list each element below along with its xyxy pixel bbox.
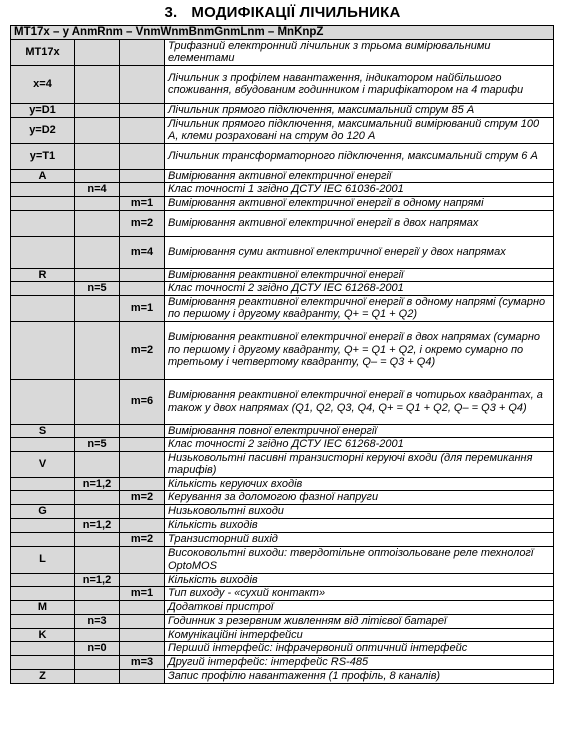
empty-cell xyxy=(75,670,120,684)
table-row xyxy=(11,143,554,169)
empty-cell xyxy=(120,65,165,103)
empty-cell xyxy=(11,196,75,210)
table-row xyxy=(11,210,554,236)
modification-description: Вимірювання активної електричної енергії в одному напрямі xyxy=(165,196,554,210)
table-row xyxy=(11,656,554,670)
modification-code: m=2 xyxy=(120,491,165,505)
table-row xyxy=(11,196,554,210)
table-row xyxy=(11,491,554,505)
table-row xyxy=(11,670,554,684)
modification-description: Лічильник трансформаторного підключення, максимальний струм 6 A xyxy=(165,143,554,169)
empty-cell xyxy=(75,656,120,670)
modification-code: y=T1 xyxy=(11,143,75,169)
section-heading: МОДИФІКАЦІЇ ЛІЧИЛЬНИКА xyxy=(191,4,401,21)
modification-code: x=4 xyxy=(11,65,75,103)
empty-cell xyxy=(75,295,120,321)
modification-code: MT17x xyxy=(11,39,75,65)
modification-code: Z xyxy=(11,670,75,684)
modification-code: m=1 xyxy=(120,587,165,601)
modifications-table xyxy=(10,25,554,684)
modification-description: Трифазний електронний лічильник з трьома вимірювальними елементами xyxy=(165,39,554,65)
empty-cell xyxy=(120,424,165,438)
modification-description: Вимірювання реактивної електричної енергії в двох напрямах (сумарно по першому і другому квадранту, Q+ = Q1 + Q2, і окремо сумарно по третьому і четвертому квадранту, Q– = Q3 + Q4) xyxy=(165,321,554,379)
modification-code: n=3 xyxy=(75,614,120,628)
empty-cell xyxy=(11,614,75,628)
empty-cell xyxy=(11,642,75,656)
empty-cell xyxy=(75,451,120,477)
empty-cell xyxy=(120,268,165,282)
modification-code: n=5 xyxy=(75,282,120,296)
modification-code: R xyxy=(11,268,75,282)
empty-cell xyxy=(120,103,165,117)
empty-cell xyxy=(75,103,120,117)
empty-cell xyxy=(120,628,165,642)
empty-cell xyxy=(120,282,165,296)
modification-description: Кількість виходів xyxy=(165,518,554,532)
modification-code: n=1,2 xyxy=(75,518,120,532)
empty-cell xyxy=(11,379,75,424)
empty-cell xyxy=(120,451,165,477)
empty-cell xyxy=(120,477,165,491)
empty-cell xyxy=(11,183,75,197)
empty-cell xyxy=(75,321,120,379)
empty-cell xyxy=(120,505,165,519)
modification-code: y=D2 xyxy=(11,117,75,143)
modification-description: Вимірювання реактивної електричної енергії xyxy=(165,268,554,282)
type-formula: MT17x – y AnmRnm – VnmWnmBnmGnmLnm – MnKnpZ xyxy=(11,26,554,40)
empty-cell xyxy=(11,236,75,268)
empty-cell xyxy=(75,196,120,210)
table-row xyxy=(11,477,554,491)
empty-cell xyxy=(75,65,120,103)
empty-cell xyxy=(75,601,120,615)
empty-cell xyxy=(75,379,120,424)
modification-description: Другий інтерфейс: інтерфейс RS-485 xyxy=(165,656,554,670)
modification-description: Комунікаційні інтерфейси xyxy=(165,628,554,642)
empty-cell xyxy=(120,670,165,684)
empty-cell xyxy=(75,587,120,601)
table-row xyxy=(11,183,554,197)
modification-code: m=3 xyxy=(120,656,165,670)
modification-description: Додаткові пристрої xyxy=(165,601,554,615)
modification-description: Транзисторний вихід xyxy=(165,532,554,546)
empty-cell xyxy=(120,601,165,615)
modification-description: Кількість керуючих входів xyxy=(165,477,554,491)
modification-code: m=2 xyxy=(120,210,165,236)
modification-description: Клас точності 2 згідно ДСТУ IEC 61268-2001 xyxy=(165,282,554,296)
modification-code: m=1 xyxy=(120,196,165,210)
empty-cell xyxy=(75,39,120,65)
empty-cell xyxy=(11,518,75,532)
empty-cell xyxy=(120,183,165,197)
modification-description: Тип виходу - «сухий контакт» xyxy=(165,587,554,601)
modification-code: S xyxy=(11,424,75,438)
empty-cell xyxy=(11,477,75,491)
modification-code: m=6 xyxy=(120,379,165,424)
table-row xyxy=(11,424,554,438)
empty-cell xyxy=(120,117,165,143)
modification-code: m=4 xyxy=(120,236,165,268)
modification-description: Керування за доломогою фазної напруги xyxy=(165,491,554,505)
modification-description: Годинник з резервним живленням від літієвої батареї xyxy=(165,614,554,628)
modification-code: n=0 xyxy=(75,642,120,656)
modification-code: A xyxy=(11,169,75,183)
table-row xyxy=(11,169,554,183)
empty-cell xyxy=(11,573,75,587)
modification-code: m=2 xyxy=(120,321,165,379)
table-row xyxy=(11,451,554,477)
empty-cell xyxy=(75,117,120,143)
table-row xyxy=(11,546,554,573)
modification-description: Запис профілю навантаження (1 профіль, 8 каналів) xyxy=(165,670,554,684)
modification-code: M xyxy=(11,601,75,615)
empty-cell xyxy=(120,614,165,628)
empty-cell xyxy=(120,438,165,452)
modification-description: Низьковольтні виходи xyxy=(165,505,554,519)
empty-cell xyxy=(75,532,120,546)
table-row xyxy=(11,321,554,379)
table-row xyxy=(11,268,554,282)
modification-description: Лічильник прямого підключення, максимальний вимірюваний струм 100 A, клеми розраховані на струм до 120 A xyxy=(165,117,554,143)
table-row xyxy=(11,587,554,601)
empty-cell xyxy=(75,169,120,183)
empty-cell xyxy=(120,39,165,65)
modification-description: Лічильник з профілем навантаження, індикатором найбільшого споживання, вбудованим годинником і тарифікатором на 4 тарифи xyxy=(165,65,554,103)
modification-description: Лічильник прямого підключення, максимальний струм 85 A xyxy=(165,103,554,117)
empty-cell xyxy=(120,518,165,532)
empty-cell xyxy=(120,143,165,169)
modification-code: n=5 xyxy=(75,438,120,452)
empty-cell xyxy=(75,143,120,169)
modification-code: L xyxy=(11,546,75,573)
modification-code: m=1 xyxy=(120,295,165,321)
empty-cell xyxy=(120,573,165,587)
table-row xyxy=(11,438,554,452)
modification-code: G xyxy=(11,505,75,519)
modification-description: Перший інтерфейс: інфрачервоний оптичний інтерфейс xyxy=(165,642,554,656)
table-row xyxy=(11,39,554,65)
modification-description: Вимірювання активної електричної енергії в двох напрямах xyxy=(165,210,554,236)
table-row xyxy=(11,573,554,587)
modification-description: Вимірювання повної електричної енергії xyxy=(165,424,554,438)
empty-cell xyxy=(75,236,120,268)
empty-cell xyxy=(75,424,120,438)
table-row xyxy=(11,282,554,296)
empty-cell xyxy=(120,546,165,573)
table-row xyxy=(11,518,554,532)
section-number: 3. xyxy=(164,4,178,21)
modification-code: n=1,2 xyxy=(75,477,120,491)
empty-cell xyxy=(75,505,120,519)
table-row xyxy=(11,117,554,143)
modification-description: Вимірювання суми активної електричної енергії у двох напрямах xyxy=(165,236,554,268)
table-row xyxy=(11,65,554,103)
modification-description: Низьковольтні пасивні транзисторні керуючі входи (для перемикання тарифів) xyxy=(165,451,554,477)
empty-cell xyxy=(75,546,120,573)
empty-cell xyxy=(11,491,75,505)
table-row xyxy=(11,614,554,628)
empty-cell xyxy=(11,532,75,546)
modification-description: Вимірювання реактивної електричної енергії в чотирьох квадрантах, а також у двох напрямах (Q1, Q2, Q3, Q4, Q+ = Q1 + Q2, Q– = Q3 + Q4) xyxy=(165,379,554,424)
table-row xyxy=(11,379,554,424)
empty-cell xyxy=(11,587,75,601)
modification-code: V xyxy=(11,451,75,477)
empty-cell xyxy=(75,628,120,642)
modification-code: n=4 xyxy=(75,183,120,197)
empty-cell xyxy=(120,642,165,656)
modification-code: y=D1 xyxy=(11,103,75,117)
empty-cell xyxy=(11,295,75,321)
table-row xyxy=(11,642,554,656)
empty-cell xyxy=(11,282,75,296)
table-row xyxy=(11,628,554,642)
empty-cell xyxy=(11,438,75,452)
table-row xyxy=(11,532,554,546)
empty-cell xyxy=(11,656,75,670)
modification-code: m=2 xyxy=(120,532,165,546)
table-row xyxy=(11,236,554,268)
empty-cell xyxy=(75,268,120,282)
empty-cell xyxy=(75,491,120,505)
empty-cell xyxy=(120,169,165,183)
modifications-table-body xyxy=(11,26,554,684)
table-row xyxy=(11,295,554,321)
empty-cell xyxy=(11,210,75,236)
empty-cell xyxy=(75,210,120,236)
modification-description: Клас точності 2 згідно ДСТУ IEC 61268-2001 xyxy=(165,438,554,452)
modification-description: Високовольтні виходи: твердотільне оптоізольоване реле технологї OptoMOS xyxy=(165,546,554,573)
table-row xyxy=(11,505,554,519)
table-row xyxy=(11,103,554,117)
empty-cell xyxy=(11,321,75,379)
modification-description: Клас точності 1 згідно ДСТУ IEC 61036-2001 xyxy=(165,183,554,197)
modification-code: n=1,2 xyxy=(75,573,120,587)
table-row xyxy=(11,601,554,615)
modification-description: Вимірювання активної електричної енергії xyxy=(165,169,554,183)
modification-description: Вимірювання реактивної електричної енергії в одному напрямі (сумарно по першому і другому квадранту, Q+ = Q1 + Q2) xyxy=(165,295,554,321)
section-title xyxy=(0,4,565,21)
modification-description: Кількість виходів xyxy=(165,573,554,587)
formula-row xyxy=(11,26,554,40)
modification-code: K xyxy=(11,628,75,642)
